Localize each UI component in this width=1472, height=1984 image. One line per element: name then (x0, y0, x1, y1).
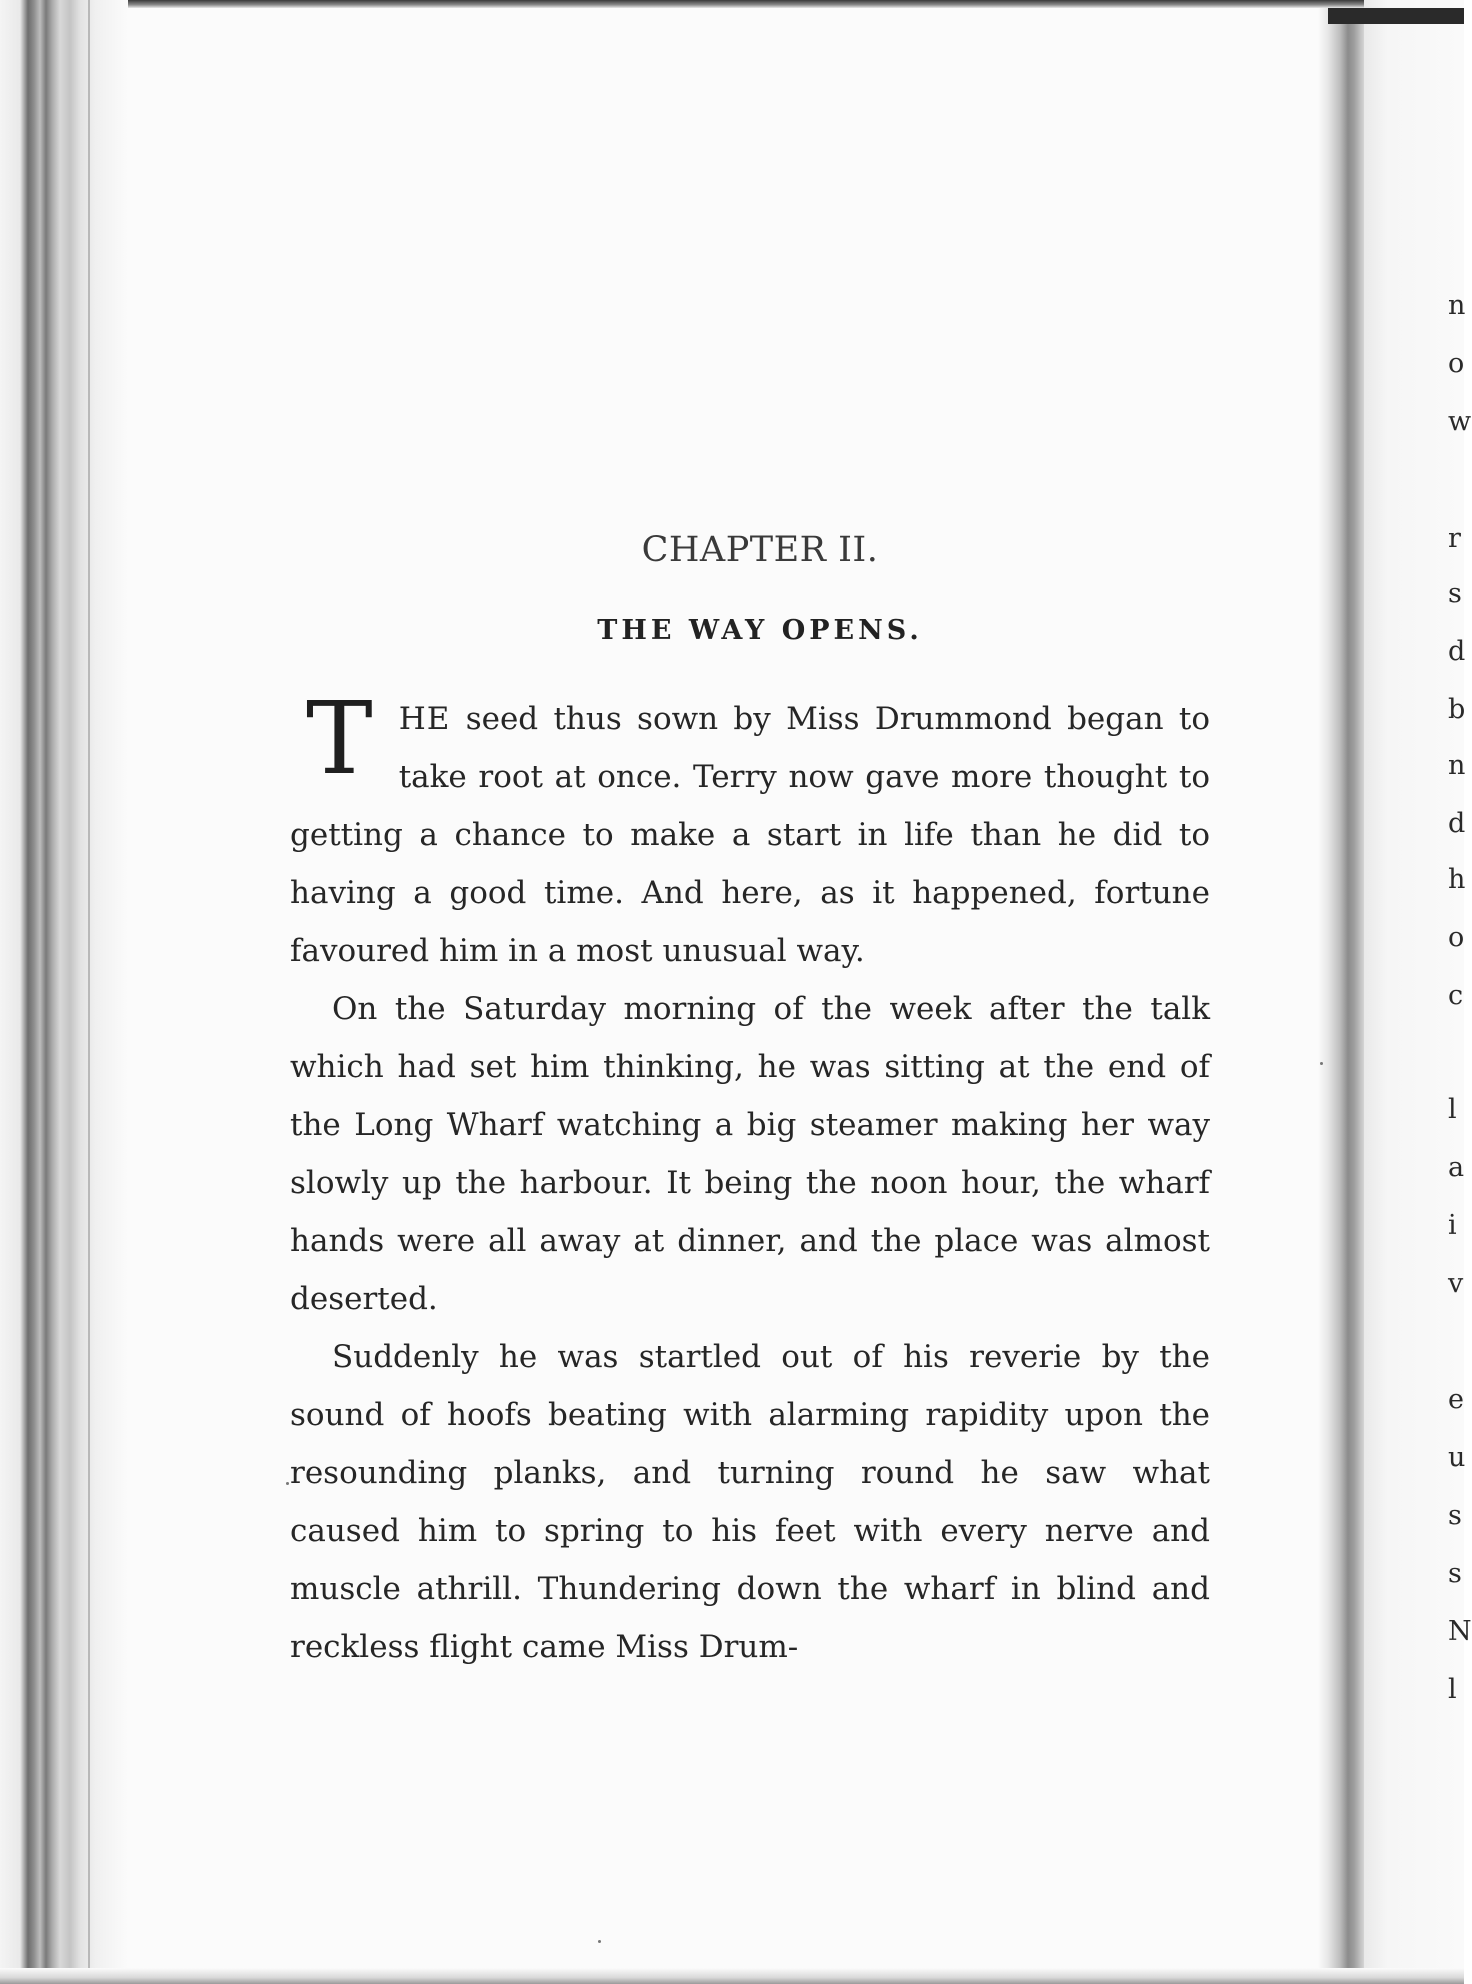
facing-page-letter: n (1448, 750, 1466, 781)
left-page-stack-edge (0, 0, 128, 1984)
facing-page-letter: o (1448, 922, 1465, 953)
facing-page-letter: w (1448, 406, 1472, 437)
facing-page-letter: l (1448, 1674, 1457, 1705)
facing-page-letter: N (1448, 1616, 1472, 1647)
scan-speck (286, 1482, 289, 1485)
scan-speck (598, 1940, 601, 1943)
facing-page-letter: s (1448, 578, 1462, 609)
chapter-number: CHAPTER II. (641, 530, 879, 570)
facing-page-letter: i (1448, 1210, 1457, 1241)
left-margin-line (88, 0, 90, 1984)
book-gutter-shadow (1318, 8, 1364, 1984)
facing-page-letter: r (1448, 523, 1461, 554)
facing-page-letter: n (1448, 290, 1466, 321)
facing-page-letter: v (1448, 1268, 1464, 1299)
top-page-edge (0, 0, 1464, 8)
facing-page-top-strip (1328, 8, 1464, 24)
facing-page-letter: o (1448, 348, 1465, 379)
facing-page-letter: b (1448, 694, 1466, 725)
facing-page-letter: s (1448, 1558, 1462, 1589)
paragraph-1 (290, 680, 1210, 980)
chapter-title: THE WAY OPENS. (597, 615, 923, 646)
scan-speck (1320, 1062, 1323, 1065)
paragraph-text: On the Saturday morning of the week after the talk which had set him thinking, he was sitting at the end of the Long Wharf watching a big steamer making her way slowly up the harbour. It being the noon hour, the wharf hands were all away at dinner, and the place was almost deserted. (290, 991, 1210, 1317)
drop-cap: T (306, 680, 373, 797)
facing-page-letter: e (1448, 1384, 1464, 1415)
facing-page-letter: l (1448, 1094, 1457, 1125)
bottom-page-edge (0, 1968, 1464, 1984)
paragraph-text: Suddenly he was startled out of his reverie by the sound of hoofs beating with alarming rapidity upon the resounding planks, and turning round he saw what caused him to spring to his feet with every nerve and muscle athrill. Thundering down the wharf in blind and reckless flight came Miss Drum- (290, 1339, 1210, 1665)
paragraph-text: seed thus sown by Miss Drummond began to take root at once. Terry now gave more thought to getting a chance to make a start in life than he did to having a good time. And here, as it happened, fortune favoured him in a most unusual way. (290, 701, 1210, 969)
paragraph-2 (290, 980, 1210, 1328)
facing-page-letter: u (1448, 1442, 1466, 1473)
facing-page-letter: h (1448, 864, 1466, 895)
facing-page-letter: s (1448, 1500, 1462, 1531)
chapter-body (290, 680, 1210, 1676)
paragraph-3 (290, 1328, 1210, 1676)
facing-page-letter: a (1448, 1152, 1465, 1183)
facing-page-letter: d (1448, 636, 1466, 667)
facing-page-letter: d (1448, 808, 1466, 839)
facing-page-letter: c (1448, 980, 1464, 1011)
paragraph-lead-word: HE (398, 701, 451, 737)
